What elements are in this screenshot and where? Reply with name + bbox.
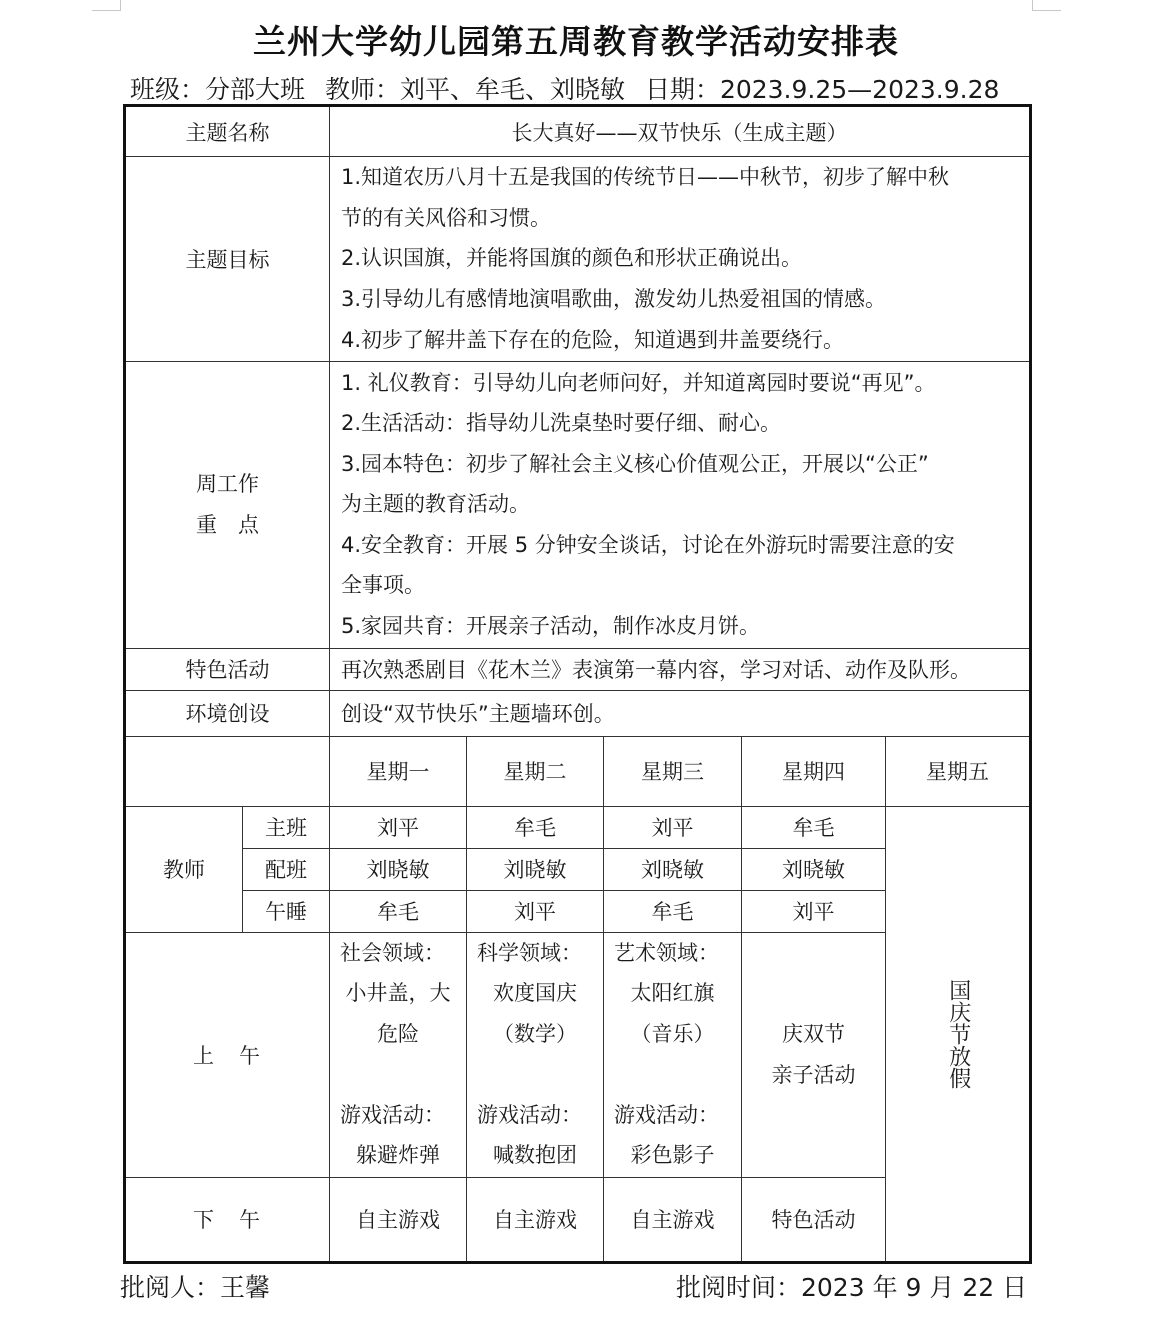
teacher-cell: 牟毛 [330,890,467,932]
spacer [604,1055,741,1095]
afternoon-cell: 自主游戏 [467,1177,604,1262]
days-header-blank [125,736,330,806]
special-label: 特色活动 [125,648,330,690]
teacher-cell: 刘晓敏 [604,848,742,890]
teachers-info: 教师：刘平、牟毛、刘晓敏 [324,75,625,104]
activity-topic: 亲子活动 [771,1062,856,1087]
special-value: 再次熟悉剧目《花木兰》表演第一幕内容，学习对话、动作及队形。 [330,648,1031,690]
page-title: 兰州大学幼儿园第五周教育教学活动安排表 [253,22,899,61]
teacher-cell: 牟毛 [467,806,604,848]
role-main: 主班 [243,806,330,848]
focus-label-line1: 周工作 [196,471,259,496]
focus-row [125,361,1031,648]
focus-line: 全事项。 [341,573,425,598]
special-row [125,648,1031,690]
review-time: 批阅时间：2023 年 9 月 22 日 [676,1273,1028,1302]
activity-topic: 庆双节 [782,1021,845,1046]
activity-topic: （音乐） [630,1021,715,1046]
activity-topic: （数学） [493,1021,577,1046]
focus-label [125,361,330,648]
env-value: 创设“双节快乐”主题墙环创。 [330,690,1031,736]
theme-row [125,106,1031,157]
focus-line: 3.园本特色：初步了解社会主义核心价值观公正，开展以“公正” [341,451,929,476]
page-corner-mark-right [1032,0,1061,11]
domain-label: 科学领域： [477,940,582,965]
goals-label: 主题目标 [125,157,330,362]
focus-content [330,361,1031,648]
day-header-mon: 星期一 [330,736,467,806]
env-label: 环境创设 [125,690,330,736]
env-row [125,690,1031,736]
domain-label: 社会领域： [340,940,445,965]
goals-content [330,157,1031,362]
goal-line: 4.初步了解井盖下存在的危险，知道遇到井盖要绕行。 [341,327,845,352]
date-info: 日期：2023.9.25—2023.9.28 [644,75,1000,104]
teacher-row-main [125,806,1031,848]
goal-line: 节的有关风俗和习惯。 [341,205,551,230]
focus-line: 1. 礼仪教育：引导幼儿向老师问好，并知道离园时要说“再见”。 [341,370,936,395]
morning-mon [330,932,467,1177]
class-info: 班级：分部大班 [130,75,306,104]
game-label: 游戏活动： [340,1102,445,1127]
morning-label: 上 午 [125,932,330,1177]
day-header-wed: 星期三 [604,736,742,806]
teacher-cell: 牟毛 [742,806,886,848]
goals-row [125,157,1031,362]
spacer [330,1055,466,1095]
role-assist: 配班 [243,848,330,890]
teacher-cell: 刘平 [330,806,467,848]
domain-label: 艺术领域： [614,940,719,965]
focus-line: 2.生活活动：指导幼儿洗桌垫时要仔细、耐心。 [341,411,782,436]
activity-topic: 欢度国庆 [493,981,577,1006]
game-name: 彩色影子 [630,1143,715,1168]
teacher-cell: 刘晓敏 [742,848,886,890]
teacher-cell: 刘平 [742,890,886,932]
game-name: 躲避炸弹 [356,1143,440,1168]
teacher-cell: 刘平 [604,806,742,848]
activity-topic: 小井盖，大 [345,981,451,1006]
focus-label-line2: 重 点 [196,512,259,537]
spacer [467,1055,603,1095]
day-header-fri: 星期五 [886,736,1031,806]
friday-holiday-cell [886,806,1031,1262]
focus-line: 4.安全教育：开展 5 分钟安全谈话，讨论在外游玩时需要注意的安 [341,532,955,557]
activity-topic: 太阳红旗 [630,981,715,1006]
theme-label: 主题名称 [125,106,330,157]
focus-line: 为主题的教育活动。 [341,492,530,517]
morning-tue [467,932,604,1177]
teacher-label: 教师 [125,806,243,932]
teacher-cell: 刘平 [467,890,604,932]
day-header-thu: 星期四 [742,736,886,806]
focus-line: 5.家园共育：开展亲子活动，制作冰皮月饼。 [341,613,761,638]
header-info [130,70,1030,106]
role-nap: 午睡 [243,890,330,932]
day-header-tue: 星期二 [467,736,604,806]
game-name: 喊数抱团 [493,1143,577,1168]
afternoon-label: 下 午 [125,1177,330,1262]
afternoon-cell: 自主游戏 [604,1177,742,1262]
goal-line: 2.认识国旗，并能将国旗的颜色和形状正确说出。 [341,246,803,271]
days-header-row [125,736,1031,806]
teacher-cell: 牟毛 [604,890,742,932]
activity-topic: 危险 [377,1021,419,1046]
afternoon-cell: 自主游戏 [330,1177,467,1262]
morning-wed [604,932,742,1177]
friday-holiday-note: 国庆节放假 [945,978,971,1089]
game-label: 游戏活动： [614,1102,719,1127]
schedule-table [123,104,1032,1264]
morning-thu [742,932,886,1177]
game-label: 游戏活动： [477,1102,582,1127]
goal-line: 3.引导幼儿有感情地演唱歌曲，激发幼儿热爱祖国的情感。 [341,287,887,312]
teacher-cell: 刘晓敏 [467,848,604,890]
teacher-cell: 刘晓敏 [330,848,467,890]
goal-line: 1.知道农历八月十五是我国的传统节日——中秋节，初步了解中秋 [341,165,950,189]
theme-value: 长大真好——双节快乐（生成主题） [330,106,1031,157]
page-corner-mark-left [92,0,121,11]
afternoon-cell: 特色活动 [742,1177,886,1262]
reviewer: 批阅人：王馨 [120,1273,271,1302]
